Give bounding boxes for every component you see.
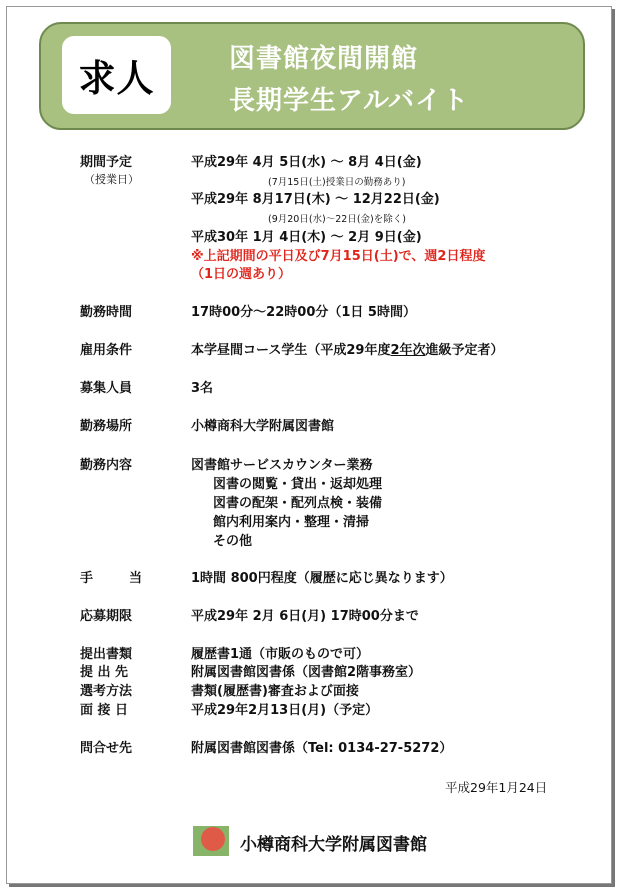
documents-value: 履歴書1通（市販のもので可） xyxy=(191,647,370,662)
conditions-post: 進級予定者） xyxy=(425,343,504,358)
contact-value: 附属図書館図書係（Tel: 0134-27-5272） xyxy=(191,741,453,756)
period-line3: 平成30年 1月 4日(木) ～ 2月 9日(金) xyxy=(191,230,422,245)
duties-item: 図書の閲覧・貸出・返却処理 xyxy=(213,477,383,492)
hours-label: 勤務時間 xyxy=(80,305,133,320)
deadline-label: 応募期限 xyxy=(80,609,133,624)
interview-value: 平成29年2月13日(月)（予定） xyxy=(191,703,379,718)
conditions-value xyxy=(191,342,504,359)
conditions-underline: 2年次 xyxy=(390,343,426,358)
submit-to-value: 附属図書館図書係（図書館2階事務室） xyxy=(191,665,422,680)
period-line1: 平成29年 4月 5日(水) ～ 8月 4日(金) xyxy=(191,155,422,170)
duties-label: 勤務内容 xyxy=(80,458,133,473)
allowance-value: 1時間 800円程度（履歴に応じ異なります） xyxy=(191,571,453,586)
contact-label: 問合せ先 xyxy=(80,741,133,756)
duties-item: 館内利用案内・整理・清掃 xyxy=(213,515,370,530)
banner-title-line1: 図書館夜間開館 xyxy=(229,44,419,74)
period-note2: (9月20日(水)～22日(金)を除く) xyxy=(268,214,406,225)
issue-date: 平成29年1月24日 xyxy=(445,780,548,795)
interview-label: 面 接 日 xyxy=(80,703,129,718)
badge-recruit: 求人 xyxy=(62,36,171,114)
selection-value: 書類(履歴書)審査および面接 xyxy=(191,684,359,699)
location-label: 勤務場所 xyxy=(80,419,133,434)
logo-red-circle xyxy=(201,827,225,851)
deadline-value: 平成29年 2月 6日(月) 17時00分まで xyxy=(191,609,419,624)
duties-item: その他 xyxy=(213,534,253,549)
library-logo-icon xyxy=(193,826,229,856)
conditions-label: 雇用条件 xyxy=(80,343,133,358)
period-line2: 平成29年 8月17日(木) ～ 12月22日(金) xyxy=(191,192,440,207)
allowance-label-b: 当 xyxy=(129,571,143,586)
duties-title: 図書館サービスカウンター業務 xyxy=(191,458,373,473)
recruits-value: 3名 xyxy=(191,381,214,396)
hours-value: 17時00分～22時00分（1日 5時間） xyxy=(191,305,416,320)
allowance-label-a: 手 xyxy=(80,571,94,586)
location-value: 小樽商科大学附属図書館 xyxy=(191,419,335,434)
period-warning-2: （1日の週あり） xyxy=(191,267,292,282)
header-banner xyxy=(39,22,585,130)
recruits-label: 募集人員 xyxy=(80,381,133,396)
period-note1: (7月15日(土)授業日の勤務あり) xyxy=(268,177,406,188)
submit-to-label: 提 出 先 xyxy=(80,665,129,680)
period-sublabel: （授業日） xyxy=(84,173,139,186)
banner-title-line2: 長期学生アルバイト xyxy=(229,86,470,116)
period-warning-1: ※上記期間の平日及び7月15日(土)で、週2日程度 xyxy=(191,249,486,264)
conditions-pre: 本学昼間コース学生（平成29年度 xyxy=(191,343,391,358)
footer-org-name: 小樽商科大学附属図書館 xyxy=(240,835,427,855)
period-label: 期間予定 xyxy=(80,155,133,170)
selection-label: 選考方法 xyxy=(80,684,133,699)
duties-item: 図書の配架・配列点検・装備 xyxy=(213,496,383,511)
documents-label: 提出書類 xyxy=(80,647,133,662)
